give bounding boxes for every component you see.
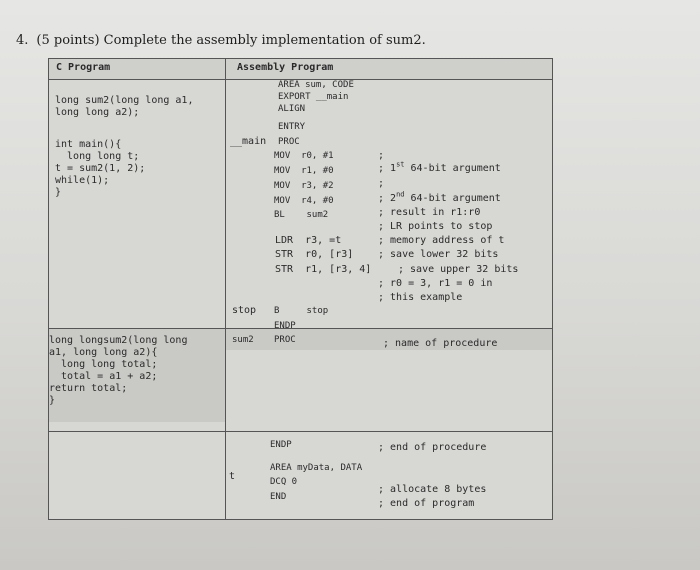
c-program-header: C Program (56, 62, 111, 73)
row-divider-data (48, 431, 553, 432)
label-sum2: sum2 (232, 335, 254, 345)
asm-proc-sum2: PROC (274, 335, 296, 345)
asm-export: EXPORT __main (278, 92, 349, 102)
label-t: t (229, 471, 236, 482)
asm-b-stop: B stop (274, 306, 329, 316)
table-right-border (552, 58, 553, 520)
table-left-border (48, 58, 49, 520)
table-bottom-border (48, 519, 553, 520)
c-line: long long a2); (55, 107, 140, 118)
comment: ; 2nd 64-bit argument (378, 190, 501, 204)
asm-area-data: AREA myData, DATA (270, 463, 363, 473)
asm-endp-sum2: ENDP (270, 440, 292, 450)
c-line: return total; (49, 383, 128, 394)
table-top-border (48, 58, 553, 59)
comment: ; result in r1:r0 (378, 207, 481, 218)
comment: ; (378, 150, 385, 161)
asm-mov-r1: MOV r1, #0 (274, 166, 334, 176)
asm-mov-r4: MOV r4, #0 (274, 196, 334, 206)
c-line: } (55, 187, 62, 198)
comment: ; save lower 32 bits (378, 249, 499, 260)
question-text: (5 points) Complete the assembly implementation of sum2. (36, 33, 426, 48)
c-line: long sum2(long long a1, (55, 95, 194, 106)
asm-entry: ENTRY (278, 122, 306, 132)
asm-mov-r0: MOV r0, #1 (274, 151, 334, 161)
column-divider (225, 58, 226, 520)
asm-ldr: LDR r3, =t (275, 235, 342, 246)
c-line: while(1); (55, 175, 110, 186)
assembly-program-header: Assembly Program (237, 62, 334, 73)
row-divider-sum2 (48, 328, 553, 329)
asm-area-code: AREA sum, CODE (278, 80, 354, 90)
comment: ; memory address of t (378, 235, 505, 246)
c-line: long longsum2(long long (49, 335, 188, 346)
asm-bl-sum2: BL sum2 (274, 210, 329, 220)
comment: ; 1st 64-bit argument (378, 160, 501, 174)
asm-str-lower: STR r0, [r3] (275, 249, 354, 260)
asm-mov-r3: MOV r3, #2 (274, 181, 334, 191)
c-line: long long total; (49, 359, 158, 370)
comment: ; LR points to stop (378, 221, 493, 232)
asm-align: ALIGN (278, 104, 306, 114)
comment: ; r0 = 3, r1 = 0 in (378, 278, 493, 289)
label-main: __main (230, 136, 267, 147)
comment: ; (378, 178, 385, 189)
asm-str-upper: STR r1, [r3, 4] (275, 264, 372, 275)
asm-proc: PROC (278, 137, 300, 147)
c-line: total = a1 + a2; (49, 371, 158, 382)
comment: ; save upper 32 bits (398, 264, 519, 275)
question-prompt (16, 33, 426, 48)
comment: ; name of procedure (383, 338, 498, 349)
question-number: 4. (16, 33, 29, 48)
c-line: a1, long long a2){ (49, 347, 158, 358)
label-stop: stop (232, 305, 257, 316)
asm-dcq: DCQ 0 (270, 477, 298, 487)
asm-endp-main: ENDP (274, 321, 296, 331)
code-table (48, 58, 553, 520)
comment: ; allocate 8 bytes (378, 484, 487, 495)
comment: ; end of program (378, 498, 475, 509)
asm-end: END (270, 492, 287, 502)
c-line: } (49, 395, 56, 406)
comment: ; this example (378, 292, 463, 303)
c-line: t = sum2(1, 2); (55, 163, 146, 174)
comment: ; end of procedure (378, 442, 487, 453)
c-line: long long t; (55, 151, 140, 162)
c-line: int main(){ (55, 139, 122, 150)
